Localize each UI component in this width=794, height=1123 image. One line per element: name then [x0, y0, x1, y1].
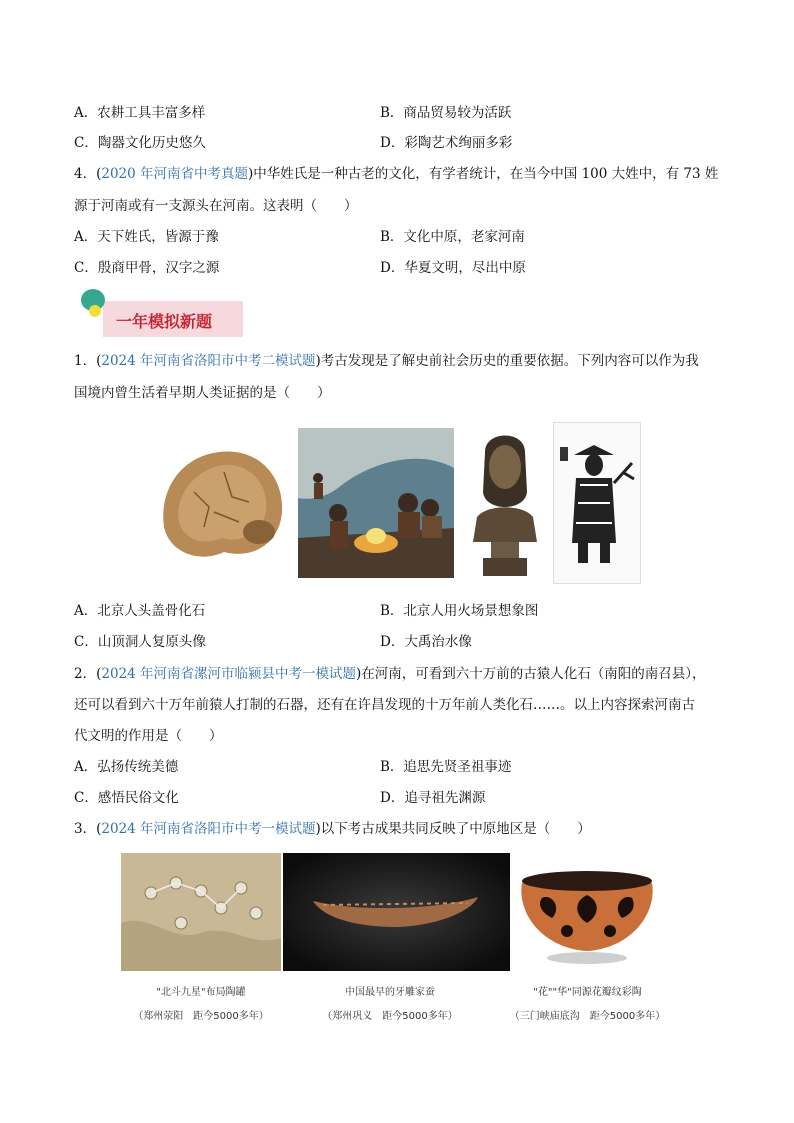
- option-a: A．农耕工具丰富多样: [74, 105, 206, 121]
- mock-question-3-line1: 3．(2024 年河南省洛阳市中考一模试题)以下考古成果共同反映了中原地区是（ ）: [74, 821, 591, 837]
- option-c: C．感悟民俗文化: [74, 790, 179, 806]
- option-c: C．山顶洞人复原头像: [74, 634, 206, 650]
- option-b: B．商品贸易较为活跃: [380, 105, 512, 121]
- mock-question-2-line1: 2．(2024 年河南省漯河市临颍县中考一模试题)在河南，可看到六十万前的古猿人化石（南阳的南召县），: [74, 666, 706, 682]
- option-d: D．追寻祖先渊源: [380, 790, 486, 806]
- question-source: 2024 年河南省洛阳市中考二模试题: [101, 353, 316, 369]
- option-c: C．殷商甲骨，汉字之源: [74, 260, 220, 276]
- mock-question-2-line3: 代文明的作用是（ ）: [74, 728, 223, 744]
- decoration-dot-yellow: [89, 305, 101, 317]
- question-source: 2024 年河南省漯河市临颍县中考一模试题: [101, 666, 357, 682]
- mock-question-1-line2: 国境内曾生活着早期人类证据的是（ ）: [74, 385, 331, 401]
- caption-subtitle: （郑州荥阳 距今5000多年）: [133, 1011, 269, 1022]
- caption-subtitle: （郑州巩义 距今5000多年）: [322, 1011, 458, 1022]
- option-a: A．弘扬传统美德: [74, 759, 179, 775]
- caption-title: "花""华"同源花瓣纹彩陶: [533, 987, 642, 998]
- painted-pottery-image: [512, 853, 662, 971]
- section-title: 一年模拟新题: [116, 312, 213, 331]
- option-d: D．华夏文明，尽出中原: [380, 260, 526, 276]
- dayu-statue-image: [553, 422, 641, 584]
- option-b: B．北京人用火场景想象图: [380, 603, 539, 619]
- ivory-silkworm-image: [283, 853, 510, 971]
- caption-title: 中国最早的牙雕家蚕: [345, 987, 435, 998]
- caption-title: "北斗九星"布局陶罐: [156, 987, 246, 998]
- option-c: C．陶器文化历史悠久: [74, 135, 206, 151]
- fire-scene-image: [298, 428, 454, 578]
- mock-question-1-line1: 1．(2024 年河南省洛阳市中考二模试题)考古发现是了解史前社会历史的重要依据。下列内容可以作为我: [74, 353, 699, 369]
- option-d: D．彩陶艺术绚丽多彩: [380, 135, 513, 151]
- option-a: A．天下姓氏，皆源于豫: [74, 229, 219, 245]
- mock-question-2-line2: 还可以看到六十万年前猿人打制的石器，还有在许昌发现的十万年前人类化石……。以上内容探索河南古: [74, 697, 695, 713]
- skull-fossil-image: [154, 432, 294, 572]
- pottery-jar-image: [121, 853, 281, 971]
- option-b: B．文化中原，老家河南: [380, 229, 525, 245]
- question-4-line2: 源于河南或有一支源头在河南。这表明（ ）: [74, 198, 358, 214]
- caption-subtitle: （三门峡庙底沟 距今5000多年）: [509, 1011, 666, 1022]
- bust-reconstruction-image: [467, 422, 543, 580]
- question-4-line1: 4．(2020 年河南省中考真题)中华姓氏是一种古老的文化，有学者统计，在当今中国 100 大姓中，有 73 姓: [74, 166, 719, 182]
- option-d: D．大禹治水像: [380, 634, 472, 650]
- question-source: 2020 年河南省中考真题: [101, 166, 249, 182]
- option-a: A．北京人头盖骨化石: [74, 603, 206, 619]
- option-b: B．追思先贤圣祖事迹: [380, 759, 512, 775]
- question-source: 2024 年河南省洛阳市中考一模试题: [101, 821, 316, 837]
